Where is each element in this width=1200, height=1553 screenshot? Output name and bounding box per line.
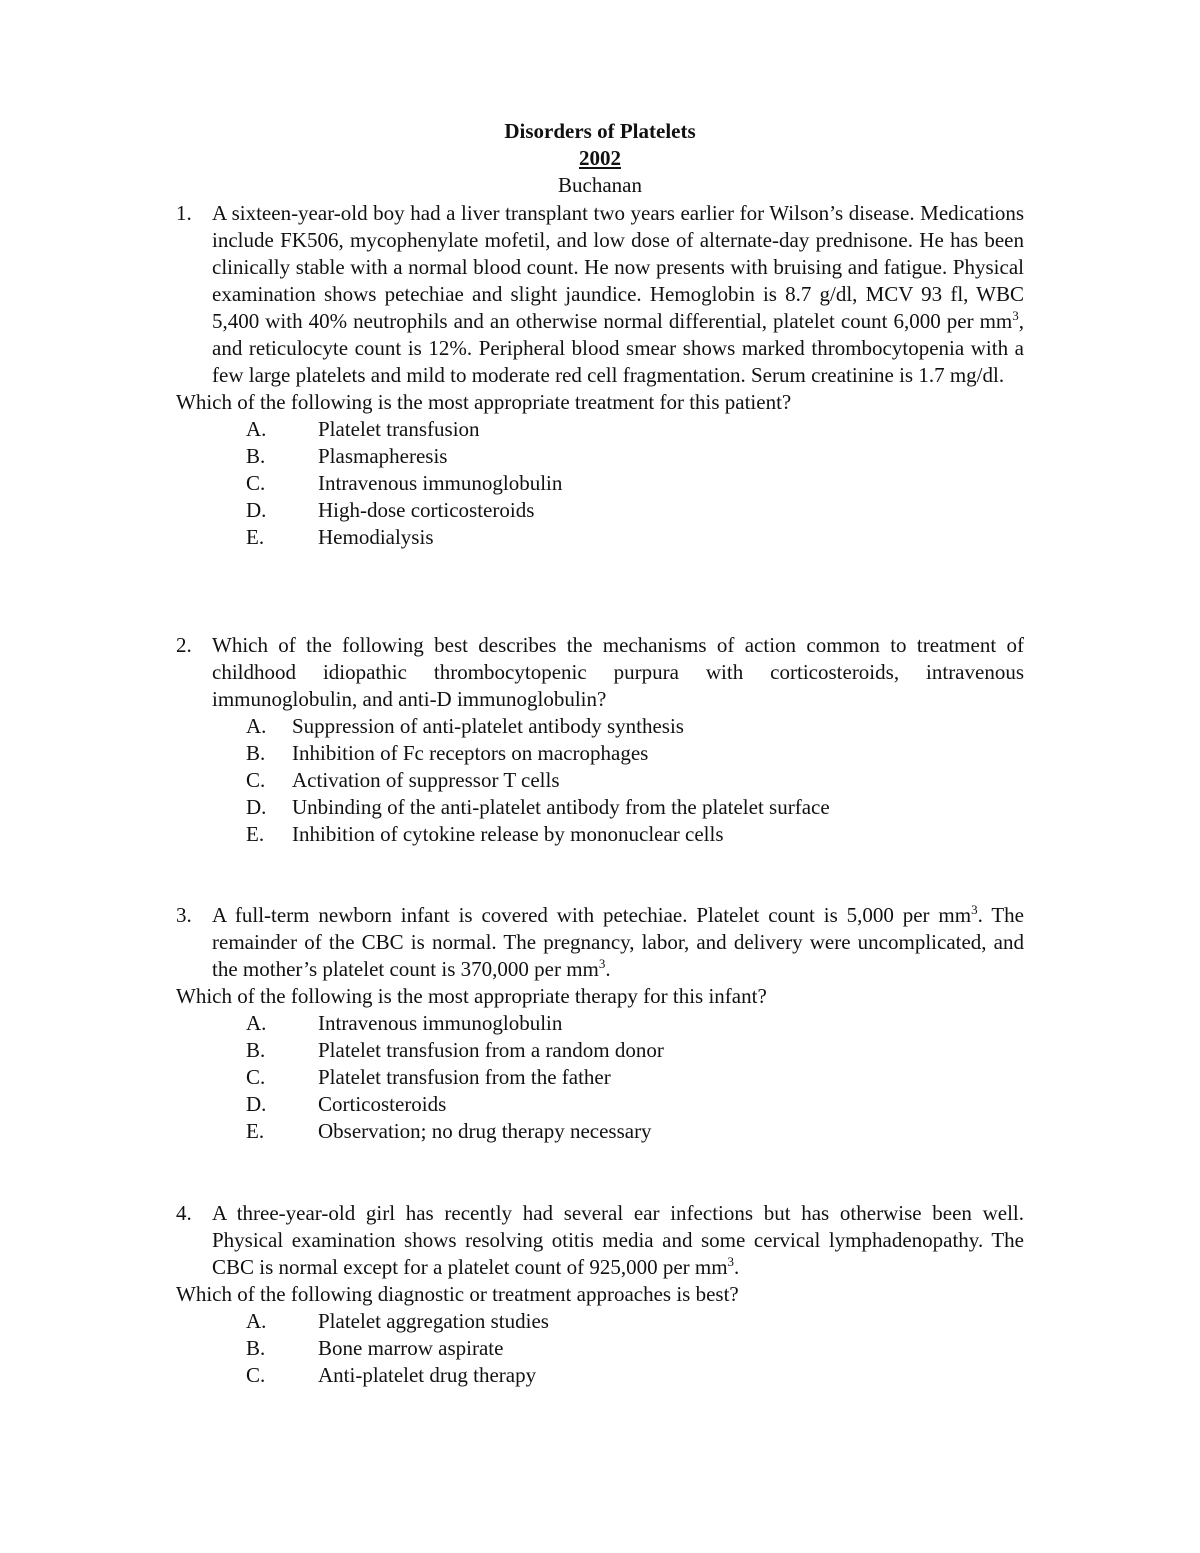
option-text: Unbinding of the anti-platelet antibody from the platelet surface <box>292 795 830 819</box>
option-letter: E. <box>246 1119 265 1143</box>
option-letter: A. <box>246 1309 267 1333</box>
question-stem <box>176 902 1024 983</box>
option-letter: C. <box>246 1363 266 1387</box>
answer-options <box>176 713 1024 848</box>
stem-text: A sixteen-year-old boy had a liver transplant two years earlier for Wilson’s disease. Medications include FK506, mycophenylate mofetil, and low dose of alternate-day prednisone. He has been clinically stable with a normal blood count. He now presents with bruising and fatigue. Physical examination shows petechiae and slight jaundice. Hemoglobin is 8.7 g/dl, MCV 93 fl, WBC 5,400 with 40% neutrophils and an otherwise normal differential, platelet count 6,000 per mm <box>212 201 1024 333</box>
option-letter: B. <box>246 1336 266 1360</box>
option-letter: C. <box>246 768 266 792</box>
option-text: Intravenous immunoglobulin <box>318 471 563 495</box>
option-letter: D. <box>246 498 267 522</box>
question-3 <box>176 902 1024 1145</box>
question-stem <box>176 200 1024 389</box>
option-text: Hemodialysis <box>318 525 434 549</box>
option-text: Platelet transfusion from a random donor <box>318 1038 664 1062</box>
stem-text: A three-year-old girl has recently had several ear infections but has otherwise been well. Physical examination shows resolving otitis media and some cervical lymphadenopathy. The CBC is normal except for a platelet count of 925,000 per mm <box>212 1201 1024 1279</box>
answer-option <box>176 1010 1024 1037</box>
option-letter: E. <box>246 525 265 549</box>
superscript: 3 <box>971 902 978 917</box>
stem-text: . <box>734 1255 740 1279</box>
superscript: 3 <box>727 1254 735 1269</box>
option-text: Intravenous immunoglobulin <box>318 1011 563 1035</box>
document-title: Disorders of Platelets <box>504 119 696 143</box>
option-text: Corticosteroids <box>318 1092 447 1116</box>
option-text: Platelet aggregation studies <box>318 1309 549 1333</box>
question-prompt: Which of the following is the most appropriate therapy for this infant? <box>176 984 767 1008</box>
stem-text: Which of the following best describes the mechanisms of action common to treatment of childhood idiopathic thrombocytopenic purpura with corticosteroids, intravenous immunoglobulin, and anti-D immunoglobulin? <box>212 633 1024 711</box>
question-number: 3. <box>176 903 192 927</box>
answer-option <box>176 713 1024 740</box>
option-text: Observation; no drug therapy necessary <box>318 1119 652 1143</box>
document-year: 2002 <box>579 146 621 170</box>
stem-text: A full-term newborn infant is covered with petechiae. Platelet count is 5,000 per mm <box>212 903 972 927</box>
answer-option <box>176 1037 1024 1064</box>
question-2 <box>176 632 1024 848</box>
document-header <box>0 118 1200 199</box>
superscript: 3 <box>1012 308 1019 323</box>
option-text: Inhibition of cytokine release by mononuclear cells <box>292 822 724 846</box>
option-text: Platelet transfusion from the father <box>318 1065 611 1089</box>
document-author: Buchanan <box>558 173 642 197</box>
answer-option <box>176 1335 1024 1362</box>
answer-option <box>176 416 1024 443</box>
answer-option <box>176 794 1024 821</box>
answer-option <box>176 524 1024 551</box>
answer-options <box>176 1010 1024 1145</box>
question-stem <box>176 632 1024 713</box>
question-4 <box>176 1200 1024 1389</box>
answer-option <box>176 1308 1024 1335</box>
answer-options <box>176 1308 1024 1389</box>
option-letter: B. <box>246 444 266 468</box>
option-letter: A. <box>246 714 267 738</box>
answer-option <box>176 497 1024 524</box>
stem-text: , and reticulocyte count is 12%. Peripheral blood smear shows marked thrombocytopenia with a few large platelets and mild to moderate red cell fragmentation. Serum creatinine is 1.7 mg/dl. <box>212 309 1024 387</box>
option-text: Bone marrow aspirate <box>318 1336 504 1360</box>
stem-text: . The remainder of the CBC is normal. The pregnancy, labor, and delivery were uncomplicated, and the mother’s platelet count is 370,000 per mm <box>212 903 1024 981</box>
question-stem <box>176 1200 1024 1281</box>
answer-option <box>176 767 1024 794</box>
option-text: Platelet transfusion <box>318 417 480 441</box>
option-text: Inhibition of Fc receptors on macrophages <box>292 741 649 765</box>
question-number: 1. <box>176 201 192 225</box>
option-letter: E. <box>246 822 265 846</box>
option-text: High-dose corticosteroids <box>318 498 535 522</box>
question-prompt: Which of the following is the most appropriate treatment for this patient? <box>176 390 792 414</box>
answer-options <box>176 416 1024 551</box>
option-letter: D. <box>246 795 267 819</box>
answer-option <box>176 470 1024 497</box>
stem-text: . <box>605 957 611 981</box>
answer-option <box>176 821 1024 848</box>
superscript: 3 <box>598 956 606 971</box>
option-text: Suppression of anti-platelet antibody synthesis <box>292 714 684 738</box>
option-letter: B. <box>246 1038 266 1062</box>
option-letter: A. <box>246 1011 267 1035</box>
option-letter: C. <box>246 1065 266 1089</box>
question-number: 4. <box>176 1201 192 1225</box>
option-letter: C. <box>246 471 266 495</box>
answer-option <box>176 1118 1024 1145</box>
option-text: Plasmapheresis <box>318 444 448 468</box>
question-prompt: Which of the following diagnostic or treatment approaches is best? <box>176 1282 739 1306</box>
answer-option <box>176 443 1024 470</box>
answer-option <box>176 1064 1024 1091</box>
option-text: Anti-platelet drug therapy <box>318 1363 537 1387</box>
answer-option <box>176 740 1024 767</box>
option-letter: D. <box>246 1092 267 1116</box>
question-1 <box>176 200 1024 551</box>
option-letter: A. <box>246 417 267 441</box>
option-letter: B. <box>246 741 266 765</box>
option-text: Activation of suppressor T cells <box>292 768 560 792</box>
question-number: 2. <box>176 633 192 657</box>
answer-option <box>176 1362 1024 1389</box>
answer-option <box>176 1091 1024 1118</box>
